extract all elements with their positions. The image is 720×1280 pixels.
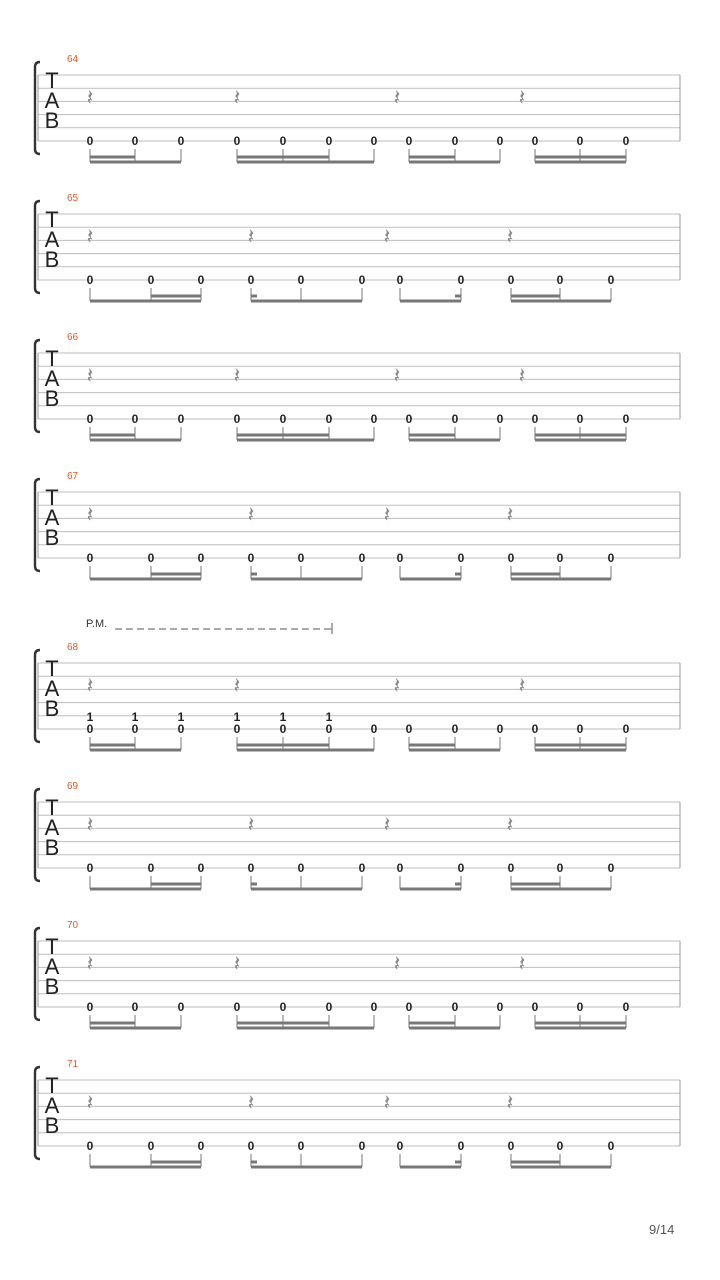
fret-number: 1 — [325, 710, 333, 724]
fret-number: 0 — [86, 273, 94, 287]
fret-number: 0 — [457, 861, 465, 875]
fret-number: 0 — [607, 861, 615, 875]
quarter-rest: 𝄽 — [233, 364, 241, 389]
fret-number: 0 — [297, 1139, 305, 1153]
tab-system — [35, 193, 680, 301]
tab-clef-letter: T — [45, 485, 59, 510]
fret-number: 0 — [496, 722, 504, 736]
fret-number: 0 — [405, 1000, 413, 1014]
fret-number: 0 — [622, 412, 630, 426]
fret-number: 0 — [576, 722, 584, 736]
measure-number: 71 — [67, 1059, 79, 1070]
fret-number: 0 — [396, 861, 404, 875]
fret-number: 0 — [131, 722, 139, 736]
quarter-rest: 𝄽 — [86, 225, 94, 250]
fret-number: 0 — [556, 551, 564, 565]
quarter-rest: 𝄽 — [393, 364, 401, 389]
fret-number: 0 — [325, 412, 333, 426]
measure-number: 70 — [67, 920, 79, 931]
fret-number: 0 — [177, 1000, 185, 1014]
fret-number: 0 — [279, 1000, 287, 1014]
fret-number: 0 — [457, 1139, 465, 1153]
fret-number: 0 — [325, 722, 333, 736]
fret-number: 0 — [358, 273, 366, 287]
fret-number: 0 — [86, 722, 94, 736]
fret-number: 0 — [556, 1139, 564, 1153]
tab-system — [35, 642, 680, 750]
fret-number: 0 — [507, 273, 515, 287]
fret-number: 1 — [86, 710, 94, 724]
fret-number: 0 — [197, 273, 205, 287]
fret-number: 0 — [86, 134, 94, 148]
tab-clef-letter: B — [44, 1113, 60, 1138]
fret-number: 0 — [197, 1139, 205, 1153]
fret-number: 0 — [405, 722, 413, 736]
tab-clef-letter: A — [44, 954, 60, 979]
quarter-rest: 𝄽 — [86, 86, 94, 111]
fret-number: 0 — [131, 1000, 139, 1014]
quarter-rest: 𝄽 — [86, 952, 94, 977]
fret-number: 0 — [531, 134, 539, 148]
fret-number: 0 — [86, 551, 94, 565]
fret-number: 0 — [279, 722, 287, 736]
fret-number: 0 — [496, 1000, 504, 1014]
quarter-rest: 𝄽 — [86, 813, 94, 838]
fret-number: 0 — [147, 273, 155, 287]
fret-number: 0 — [576, 412, 584, 426]
fret-number: 0 — [556, 861, 564, 875]
tab-clef-letter: T — [45, 68, 59, 93]
tab-clef-letter: A — [44, 88, 60, 113]
tab-clef-letter: T — [45, 346, 59, 371]
fret-number: 0 — [131, 412, 139, 426]
fret-number: 0 — [247, 861, 255, 875]
tab-clef-letter: B — [44, 525, 60, 550]
measure-number: 69 — [67, 781, 79, 792]
fret-number: 0 — [607, 551, 615, 565]
fret-number: 0 — [325, 1000, 333, 1014]
tab-system — [35, 781, 680, 889]
fret-number: 0 — [177, 722, 185, 736]
fret-number: 0 — [233, 1000, 241, 1014]
tab-system — [35, 471, 680, 579]
quarter-rest: 𝄽 — [518, 674, 526, 699]
fret-number: 0 — [496, 134, 504, 148]
fret-number: 0 — [531, 412, 539, 426]
fret-number: 1 — [233, 710, 241, 724]
measure-number: 65 — [67, 193, 79, 204]
fret-number: 0 — [531, 1000, 539, 1014]
fret-number: 0 — [233, 412, 241, 426]
fret-number: 0 — [622, 1000, 630, 1014]
quarter-rest: 𝄽 — [383, 813, 391, 838]
fret-number: 0 — [370, 412, 378, 426]
quarter-rest: 𝄽 — [247, 1091, 255, 1116]
quarter-rest: 𝄽 — [247, 503, 255, 528]
fret-number: 0 — [531, 722, 539, 736]
fret-number: 0 — [405, 412, 413, 426]
fret-number: 0 — [86, 412, 94, 426]
quarter-rest: 𝄽 — [506, 813, 514, 838]
fret-number: 0 — [247, 1139, 255, 1153]
tab-clef-letter: T — [45, 207, 59, 232]
fret-number: 0 — [507, 551, 515, 565]
tab-clef-letter: T — [45, 656, 59, 681]
fret-number: 0 — [247, 273, 255, 287]
quarter-rest: 𝄽 — [393, 952, 401, 977]
quarter-rest: 𝄽 — [233, 674, 241, 699]
tab-clef-letter: B — [44, 386, 60, 411]
fret-number: 0 — [370, 722, 378, 736]
fret-number: 0 — [405, 134, 413, 148]
fret-number: 0 — [496, 412, 504, 426]
tab-clef-letter: B — [44, 247, 60, 272]
quarter-rest: 𝄽 — [518, 364, 526, 389]
fret-number: 0 — [131, 134, 139, 148]
tab-clef-letter: A — [44, 227, 60, 252]
fret-number: 0 — [457, 273, 465, 287]
fret-number: 0 — [607, 273, 615, 287]
quarter-rest: 𝄽 — [86, 674, 94, 699]
tab-clef-letter: T — [45, 934, 59, 959]
quarter-rest: 𝄽 — [86, 503, 94, 528]
fret-number: 0 — [396, 1139, 404, 1153]
tab-system — [35, 1059, 680, 1167]
fret-number: 0 — [297, 273, 305, 287]
quarter-rest: 𝄽 — [233, 86, 241, 111]
fret-number: 0 — [358, 551, 366, 565]
fret-number: 0 — [396, 273, 404, 287]
quarter-rest: 𝄽 — [383, 1091, 391, 1116]
fret-number: 0 — [507, 1139, 515, 1153]
measure-number: 66 — [67, 332, 79, 343]
fret-number: 0 — [622, 722, 630, 736]
tab-clef-letter: B — [44, 835, 60, 860]
fret-number: 0 — [451, 134, 459, 148]
fret-number: 0 — [370, 1000, 378, 1014]
fret-number: 0 — [279, 412, 287, 426]
tab-clef-letter: A — [44, 505, 60, 530]
fret-number: 0 — [576, 134, 584, 148]
quarter-rest: 𝄽 — [506, 503, 514, 528]
fret-number: 0 — [457, 551, 465, 565]
fret-number: 1 — [177, 710, 185, 724]
fret-number: 0 — [451, 412, 459, 426]
tab-system — [35, 332, 680, 440]
quarter-rest: 𝄽 — [233, 952, 241, 977]
quarter-rest: 𝄽 — [383, 503, 391, 528]
fret-number: 0 — [622, 134, 630, 148]
quarter-rest: 𝄽 — [518, 86, 526, 111]
quarter-rest: 𝄽 — [506, 1091, 514, 1116]
quarter-rest: 𝄽 — [247, 225, 255, 250]
tab-clef-letter: T — [45, 795, 59, 820]
fret-number: 0 — [325, 134, 333, 148]
quarter-rest: 𝄽 — [393, 86, 401, 111]
fret-number: 0 — [177, 412, 185, 426]
fret-number: 0 — [358, 861, 366, 875]
fret-number: 0 — [86, 861, 94, 875]
fret-number: 0 — [177, 134, 185, 148]
fret-number: 0 — [451, 1000, 459, 1014]
tab-clef-letter: B — [44, 696, 60, 721]
quarter-rest: 𝄽 — [393, 674, 401, 699]
tab-clef-letter: A — [44, 366, 60, 391]
fret-number: 0 — [233, 722, 241, 736]
fret-number: 1 — [131, 710, 139, 724]
fret-number: 0 — [86, 1139, 94, 1153]
fret-number: 0 — [233, 134, 241, 148]
measure-number: 64 — [67, 54, 79, 65]
fret-number: 0 — [197, 861, 205, 875]
fret-number: 0 — [507, 861, 515, 875]
fret-number: 0 — [147, 861, 155, 875]
quarter-rest: 𝄽 — [247, 813, 255, 838]
fret-number: 0 — [396, 551, 404, 565]
fret-number: 0 — [297, 551, 305, 565]
tab-clef-letter: B — [44, 974, 60, 999]
fret-number: 0 — [607, 1139, 615, 1153]
measure-number: 68 — [67, 642, 79, 653]
fret-number: 0 — [370, 134, 378, 148]
fret-number: 0 — [451, 722, 459, 736]
fret-number: 0 — [556, 273, 564, 287]
palm-mute-label: P.M. — [86, 618, 108, 630]
tab-clef-letter: A — [44, 1093, 60, 1118]
fret-number: 0 — [147, 1139, 155, 1153]
fret-number: 0 — [247, 551, 255, 565]
quarter-rest: 𝄽 — [86, 1091, 94, 1116]
quarter-rest: 𝄽 — [86, 364, 94, 389]
tab-clef-letter: B — [44, 108, 60, 133]
quarter-rest: 𝄽 — [383, 225, 391, 250]
fret-number: 0 — [86, 1000, 94, 1014]
fret-number: 0 — [279, 134, 287, 148]
measure-number: 67 — [67, 471, 79, 482]
tab-system — [35, 54, 680, 162]
fret-number: 0 — [576, 1000, 584, 1014]
quarter-rest: 𝄽 — [518, 952, 526, 977]
tab-clef-letter: T — [45, 1073, 59, 1098]
fret-number: 0 — [197, 551, 205, 565]
tab-clef-letter: A — [44, 676, 60, 701]
fret-number: 0 — [147, 551, 155, 565]
fret-number: 1 — [279, 710, 287, 724]
fret-number: 0 — [358, 1139, 366, 1153]
quarter-rest: 𝄽 — [506, 225, 514, 250]
fret-number: 0 — [297, 861, 305, 875]
tab-system — [35, 920, 680, 1028]
page-number: 9/14 — [649, 1222, 675, 1237]
tab-clef-letter: A — [44, 815, 60, 840]
